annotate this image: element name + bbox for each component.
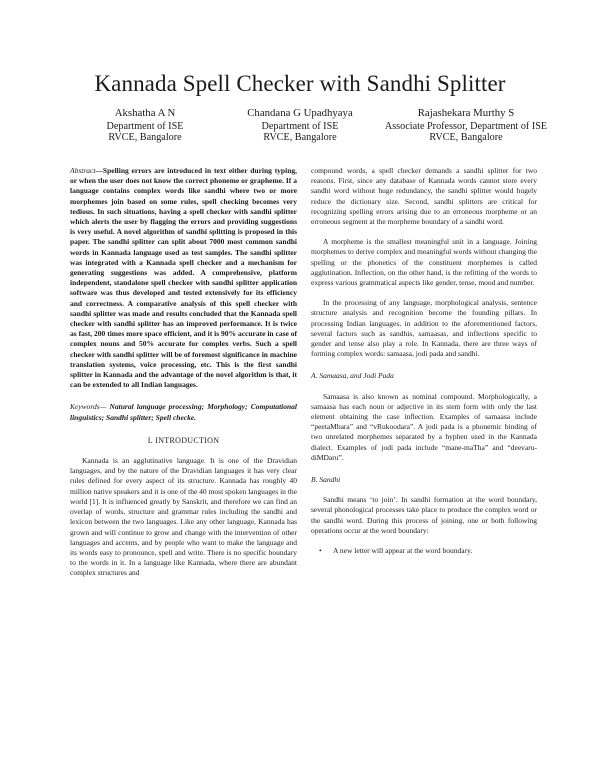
right-column [311, 166, 537, 556]
author-department: Department of ISE [106, 120, 184, 132]
paragraph: Kannada is an agglutinative language. It is one of the Dravidian languages, and by the nature of the Dravidian languages it has very clear rules defined for every aspect of its structure. Kannada has roughly 40 million native speakers and it is one of the 40 most spoken languages in the world [1]. It is influenced greatly by Sanskrit, and therefore we can find an overlap of words, structure and grammar rules including the sandhi and lexicon between the two languages. Like any other language, Kannada has grown and will continue to grow and change with the intervention of other languages and accents, and by people who want to make the language and its words easy to pronounce, spell and write. There is no specific boundary to the words in it. In a language like Kannada, where there are abundant complex structures and [70, 456, 297, 578]
author-block-2 [226, 108, 374, 144]
author-name: Chandana G Upadhyaya [247, 107, 353, 119]
author-department: Department of ISE [261, 120, 339, 132]
paragraph: A morpheme is the smallest meaningful unit in a language. Joining morphemes to derive complex and meaningful words without changing the spelling or the phonetics of the constituent morphemes is called agglutination. Inflection, on the other hand, is the refitting of the words to express various grammatical aspects like gender, tense, mood and number. [311, 237, 537, 288]
abstract [70, 166, 297, 390]
author-name: Rajashekara Murthy S [417, 107, 515, 119]
paper-title: Kannada Spell Checker with Sandhi Splitter [94, 71, 506, 96]
paragraph: compound words, a spell checker demands a sandhi splitter for two reasons. First, since any database of Kannada words cannot store every sandhi word without huge redundancy, the sandhi splitter would hugely reduce the dictionary size. Second, sandhi splitters are critical for recognizing spelling errors arising due to an erroneous morpheme or an erroneous segment at the morpheme boundary of a sandhi word. [311, 166, 537, 227]
section-heading-introduction: I. INTRODUCTION [147, 435, 220, 445]
author-institution: RVCE, Bangalore [108, 132, 182, 143]
subsection-heading-samaasa: A. Samaasa, and Jodi Pada [311, 371, 394, 381]
author-department: Associate Professor, Department of ISE [384, 120, 548, 132]
subsection-heading-sandhi: B. Sandhi [311, 475, 341, 485]
author-block-1 [70, 108, 220, 144]
left-column [70, 166, 297, 579]
bullet-icon: • [319, 546, 322, 556]
paragraph: Samaasa is also known as nominal compound. Morphologically, a samaasa has each noun or adjective in its stem form with only the last element obtaining the case inflection. Examples of samaasa include “peetaMbara” and “vRukoodara”. A jodi pada is a phonemic binding of two unrelated morphemes separated by a hyphen used in the Kannada dialect. Examples of jodi pada include “mane-maTha” and “deevaru-diMDaru”. [311, 391, 537, 462]
bullet-item [311, 546, 537, 556]
author-institution: RVCE, Bangalore [429, 132, 503, 143]
author-institution: RVCE, Bangalore [263, 132, 337, 143]
abstract-text: —Spelling errors are introduced in text either during typing, or when the user does not know the correct phoneme or grapheme. If a language contains complex words like sandhi where two or more morphemes join based on some rules, spell checking becomes very tedious. In such situations, having a spell checker with sandhi splitter which alerts the user by flagging the errors and providing suggestions is very useful. A novel algorithm of sandhi splitting is proposed in this paper. The sandhi splitter can split about 7000 most common sandhi words in Kannada language used as test samples. The sandhi splitter was integrated with a Kannada spell checker and a mechanism for generating suggestions was added. A comprehensive, platform independent, standalone spell checker with sandhi splitter application software was thus developed and tested extensively for its efficiency and correctness. A comparative analysis of this spell checker with sandhi splitter was made and results concluded that the Kannada spell checker with sandhi splitter has an improved performance. It is twice as fast, 200 times more space efficient, and it is 90% accurate in case of complex nouns and 50% accurate for complex verbs. Such a spell checker with sandhi splitter will be of foremost significance in machine translation systems, voice processing, etc. This is the first sandhi splitter in Kannada and the advantage of the novel algorithm is that, it can be extended to all Indian languages. [70, 166, 297, 390]
paragraph: In the processing of any language, morphological analysis, sentence structure analysis and recognition become the founding pillars. In processing Indian languages, in addition to the aforementioned factors, several factors such as sandhis, samaasas, and inflections specific to gender and tense also play a role. In Kannada, there are three ways of forming complex words: samaasa, jodi pada and sandhi. [311, 298, 537, 359]
author-name: Akshatha A N [114, 107, 176, 119]
keywords-label: Keywords— [70, 402, 107, 412]
abstract-label: Abstract [70, 166, 96, 175]
author-block-3 [372, 108, 560, 144]
paragraph: Sandhi means ‘to join’. In sandhi formation at the word boundary, several phonological processes take place to produce the complex word or the sandhi word. During this process of joining, one or both following operations occur at the word boundary: [311, 495, 537, 535]
keywords-text: Natural language processing; Morphology; Computational linguistics; Sandhi splitter; Spell checke. [70, 402, 297, 422]
keywords [70, 402, 297, 422]
bullet-text: A new letter will appear at the word boundary. [333, 546, 473, 556]
